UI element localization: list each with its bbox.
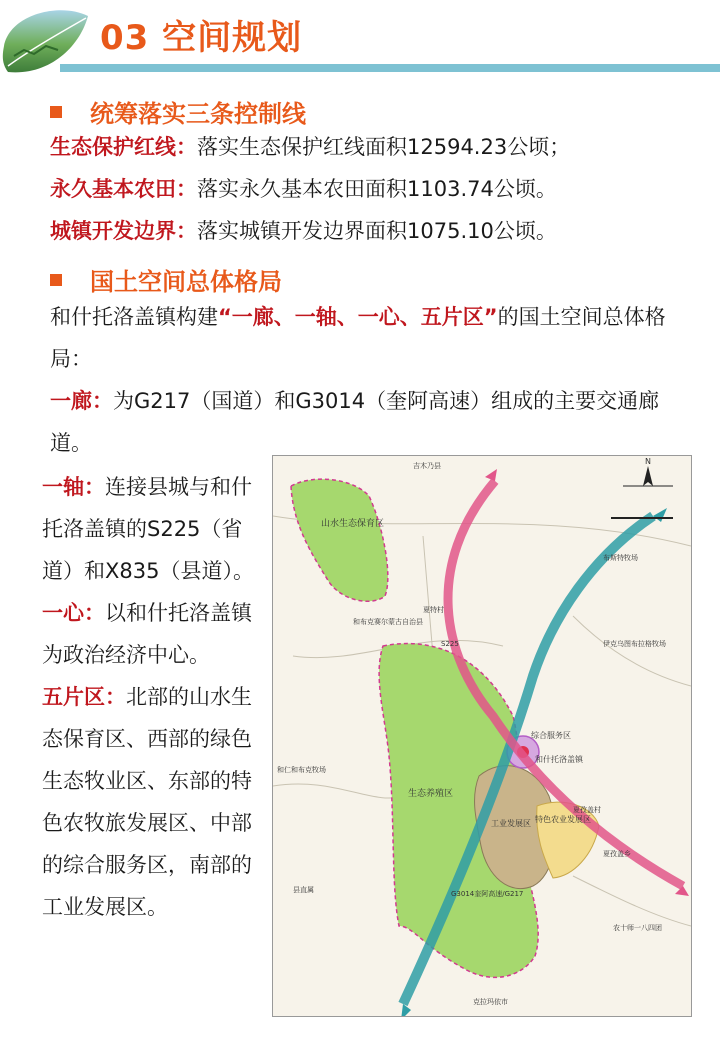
map-place-label: 夏孜盖村	[573, 806, 601, 814]
map-place-label: 克拉玛依市	[473, 998, 508, 1006]
arrow-head-icon	[485, 469, 497, 481]
svg-text:N: N	[645, 457, 651, 466]
north-arrow-icon	[623, 457, 673, 486]
control-line-ecology: 生态保护红线：落实生态保护红线面积12594.23公顷；	[50, 135, 571, 159]
pattern-axis: 一轴：连接县城与和什托洛盖镇的S225（省道）和X835（县道）。	[42, 475, 254, 583]
map-label-north-zone: 山水生态保育区	[321, 519, 385, 529]
pattern-left-column	[42, 466, 262, 928]
map-label-town: 和什托洛盖镇	[535, 755, 583, 764]
bullet-square-icon	[50, 274, 62, 286]
section-heading-control-lines: 统筹落实三条控制线	[50, 94, 306, 129]
map-label-axis: S225	[441, 640, 459, 648]
map-label-service-zone: 综合服务区	[531, 731, 571, 740]
map-place-label: 伊克乌图布拉格牧场	[603, 640, 666, 648]
page-title: 03 空间规划	[100, 18, 303, 58]
map-place-label: 县直属	[293, 886, 314, 894]
map-label-industry-zone: 工业发展区	[491, 819, 531, 828]
control-line-farmland: 永久基本农田：落实永久基本农田面积1103.74公顷。	[50, 177, 557, 201]
spatial-pattern-map	[272, 455, 692, 1017]
page-header	[0, 0, 720, 80]
map-place-label: 夏特村	[423, 606, 444, 614]
zone-north-ecology	[291, 479, 388, 601]
section-heading-spatial-pattern: 国土空间总体格局	[50, 262, 282, 297]
map-place-label: 夏孜盖乡	[603, 850, 631, 858]
map-place-label: 和布克赛尔蒙古自治县	[353, 618, 423, 626]
map-place-label: 农十师一八四团	[613, 924, 662, 932]
pattern-center: 一心：以和什托洛盖镇为政治经济中心。	[42, 601, 252, 667]
control-line-urban: 城镇开发边界：落实城镇开发边界面积1075.10公顷。	[50, 219, 557, 243]
map-place-label: 布斯特牧场	[603, 554, 638, 562]
pattern-intro: 和什托洛盖镇构建“一廊、一轴、一心、五片区”的国土空间总体格局：	[50, 305, 666, 371]
pattern-corridor: 一廊：为G217（国道）和G3014（奎阿高速）组成的主要交通廊道。	[50, 389, 660, 455]
map-label-corridor: G3014奎阿高速/G217	[451, 890, 524, 898]
bullet-square-icon	[50, 106, 62, 118]
map-place-label: 和仁和布克牧场	[277, 766, 326, 774]
arrow-head-icon	[401, 1004, 411, 1016]
title-underline	[60, 64, 720, 72]
map-label-west-zone: 生态养殖区	[408, 789, 454, 799]
map-place-label: 吉木乃县	[413, 462, 441, 470]
pattern-zones: 五片区：北部的山水生态保育区、西部的绿色生态牧业区、东部的特色农牧旅发展区、中部的综合服务区，南部的工业发展区。	[42, 685, 252, 919]
map-label-east-zone: 特色农业发展区	[535, 815, 591, 824]
